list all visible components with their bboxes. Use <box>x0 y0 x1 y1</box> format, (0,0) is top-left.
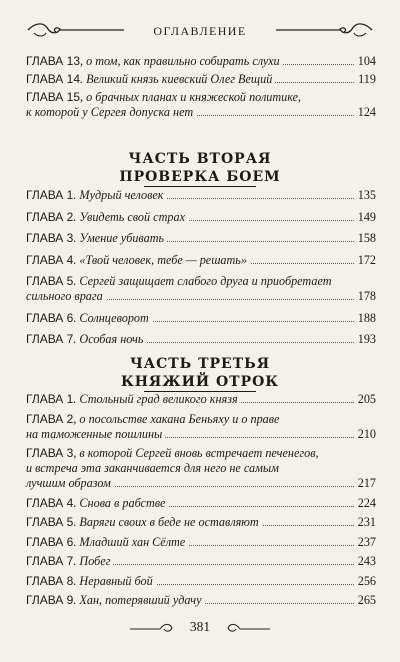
chapter-title: . Сергей защищает слабого друга и приобретает <box>73 274 332 288</box>
chapter-page-number: 193 <box>355 332 376 347</box>
chapter-label: ГЛАВА 9 <box>26 593 74 607</box>
part-label: ЧАСТЬ ТРЕТЬЯ <box>129 356 271 372</box>
chapter-label: ГЛАВА 7 <box>26 554 74 568</box>
chapter-title: . «Твой человек, тебе — решать» <box>73 252 247 267</box>
toc-entry[interactable] <box>26 392 376 407</box>
chapter-page-number: 210 <box>355 427 376 442</box>
chapter-title: . Особая ночь <box>73 332 144 346</box>
chapter-page-number: 172 <box>355 253 376 268</box>
toc-entry[interactable] <box>26 210 376 225</box>
chapter-label: ГЛАВА 15 <box>26 90 80 104</box>
part-title: ПРОВЕРКА БОЕМ <box>119 169 281 185</box>
chapter-label: ГЛАВА 1 <box>26 188 74 202</box>
page-title: ОГЛАВЛЕНИЕ <box>153 24 247 38</box>
chapter-title: . Побег <box>73 554 111 568</box>
chapter-label: ГЛАВА 13 <box>26 54 80 68</box>
chapter-page-number: 237 <box>355 535 376 550</box>
page-number: 381 <box>189 619 211 634</box>
part-heading-2 <box>0 150 400 186</box>
chapter-title: . Снова в рабстве <box>73 495 166 510</box>
chapter-title: и встреча эта заканчивается для него не самым <box>26 461 279 475</box>
chapter-title: . Великий князь киевский Олег Вещий <box>80 72 273 86</box>
chapter-title: . Солнцеворот <box>73 310 149 325</box>
chapter-title: . Умение убивать <box>73 231 165 245</box>
chapter-title: . Неравный бой <box>73 573 153 588</box>
toc-entry[interactable] <box>26 231 376 246</box>
chapter-title: . Стольный град великого князя <box>73 392 238 406</box>
chapter-page-number: 188 <box>355 311 376 326</box>
toc-entry[interactable] <box>26 574 376 589</box>
chapter-title: . Увидеть свой страх <box>73 209 185 224</box>
toc-entry[interactable] <box>26 535 376 550</box>
chapter-page-number: 104 <box>355 54 376 69</box>
chapter-label: ГЛАВА 6 <box>26 534 74 549</box>
chapter-page-number: 135 <box>355 188 376 203</box>
toc-entry[interactable] <box>26 253 376 268</box>
chapter-label: ГЛАВА 4 <box>26 495 74 510</box>
part-title: КНЯЖИЙ ОТРОК <box>120 374 280 390</box>
chapter-title: на таможенные пошлины <box>26 426 163 441</box>
chapter-page-number: 124 <box>355 105 376 120</box>
footer-ornament-right-icon <box>226 620 270 638</box>
chapter-label: ГЛАВА 4 <box>26 252 74 267</box>
chapter-title: . Хан, потерявший удачу <box>73 593 202 607</box>
chapter-page-number: 231 <box>355 515 376 530</box>
chapter-page-number: 119 <box>355 72 376 87</box>
part-label: ЧАСТЬ ВТОРАЯ <box>128 151 272 167</box>
chapter-page-number: 178 <box>355 289 376 304</box>
chapter-label: ГЛАВА 3 <box>26 446 74 460</box>
chapter-label: ГЛАВА 8 <box>26 573 74 588</box>
chapter-page-number: 243 <box>355 554 376 569</box>
toc-entry[interactable] <box>26 90 376 120</box>
page-header <box>0 18 400 48</box>
chapter-title: к которой у Сергея допуска нет <box>26 105 194 119</box>
chapter-title: , о брачных планах и княжеской политике, <box>80 90 302 104</box>
part-title-underline <box>144 185 256 187</box>
chapter-title: , в которой Сергей вновь встречает печенегов, <box>73 446 319 460</box>
toc-entry[interactable] <box>26 332 376 347</box>
chapter-title: . Мудрый человек <box>73 188 164 202</box>
chapter-label: ГЛАВА 6 <box>26 310 74 325</box>
page-footer <box>0 618 400 642</box>
chapter-page-number: 224 <box>355 496 376 511</box>
chapter-page-number: 205 <box>355 392 376 407</box>
toc-entry[interactable] <box>26 188 376 203</box>
toc-entry[interactable] <box>26 54 376 69</box>
toc-entry[interactable] <box>26 554 376 569</box>
chapter-page-number: 149 <box>355 210 376 225</box>
chapter-page-number: 158 <box>355 231 376 246</box>
chapter-label: ГЛАВА 14 <box>26 72 80 86</box>
chapter-title: лучшим образом <box>26 476 111 490</box>
toc-entry[interactable] <box>26 274 376 304</box>
toc-entry[interactable] <box>26 412 376 442</box>
chapter-label: ГЛАВА 5 <box>26 274 74 288</box>
chapter-title: . Варяги своих в беде не оставляют <box>73 515 259 529</box>
chapter-label: ГЛАВА 2 <box>26 209 74 224</box>
chapter-page-number: 256 <box>355 574 376 589</box>
chapter-title: , о том, как правильно собирать слухи <box>80 54 280 68</box>
chapter-title: сильного врага <box>26 289 103 303</box>
chapter-title: . Младший хан Сёлте <box>73 534 186 549</box>
toc-entry[interactable] <box>26 496 376 511</box>
chapter-label: ГЛАВА 3 <box>26 231 74 245</box>
chapter-page-number: 217 <box>355 476 376 491</box>
chapter-label: ГЛАВА 5 <box>26 515 74 529</box>
chapter-title: , о посольстве хакана Беньяху и о праве <box>73 411 280 426</box>
toc-entry[interactable] <box>26 515 376 530</box>
toc-entry[interactable] <box>26 72 376 87</box>
chapter-label: ГЛАВА 7 <box>26 332 74 346</box>
chapter-page-number: 265 <box>355 593 376 608</box>
toc-entry[interactable] <box>26 446 376 491</box>
ornament-right-icon <box>274 20 374 40</box>
part-heading-3 <box>0 355 400 391</box>
chapter-label: ГЛАВА 1 <box>26 392 74 406</box>
toc-entry[interactable] <box>26 311 376 326</box>
chapter-label: ГЛАВА 2 <box>26 411 74 426</box>
toc-entry[interactable] <box>26 593 376 608</box>
